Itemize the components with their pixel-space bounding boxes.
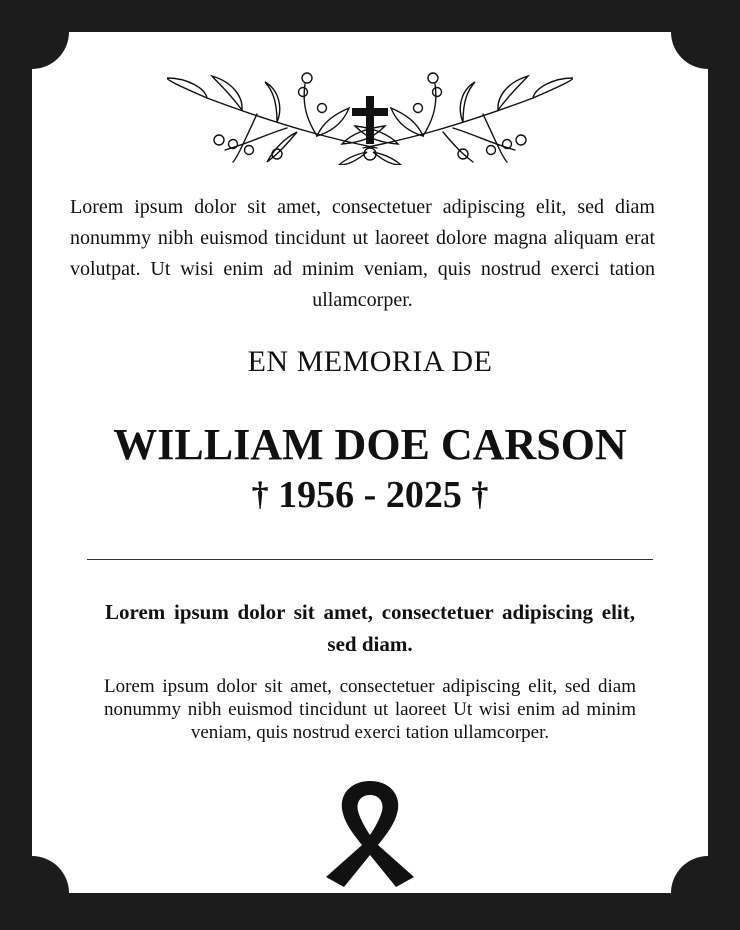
memorial-card — [32, 32, 708, 893]
dagger-cross-icon-left: † — [251, 476, 269, 513]
memorial-heading: EN MEMORIA DE — [247, 345, 493, 378]
dagger-cross-icon-right: † — [471, 476, 489, 513]
mourning-ribbon-icon — [322, 777, 418, 887]
corner-notch-top-right — [671, 0, 740, 69]
floral-cross-ornament-icon — [167, 70, 573, 165]
subheading-paragraph: Lorem ipsum dolor sit amet, consectetuer adipiscing elit, sed diam. — [105, 600, 635, 656]
corner-notch-bottom-right — [671, 856, 740, 930]
intro-paragraph: Lorem ipsum dolor sit amet, consectetuer adipiscing elit, sed diam nonummy nibh euismod tincidunt ut laoreet dolore magna aliquam erat volutpat. Ut wisi enim ad minim veniam, quis nostrud exerci tation ullamcorper. — [70, 196, 655, 311]
corner-notch-top-left — [0, 0, 69, 69]
corner-notch-bottom-left — [0, 856, 69, 930]
section-divider — [87, 559, 653, 560]
life-years — [32, 472, 708, 520]
deceased-name: WILLIAM DOE CARSON — [113, 420, 627, 469]
years-text: 1956 - 2025 — [278, 474, 462, 516]
body-paragraph: Lorem ipsum dolor sit amet, consectetuer adipiscing elit, sed diam nonummy nibh euismod tincidunt ut laoreet Ut wisi enim ad minim veniam, quis nostrud exerci tation ullamcorper. — [104, 676, 636, 743]
